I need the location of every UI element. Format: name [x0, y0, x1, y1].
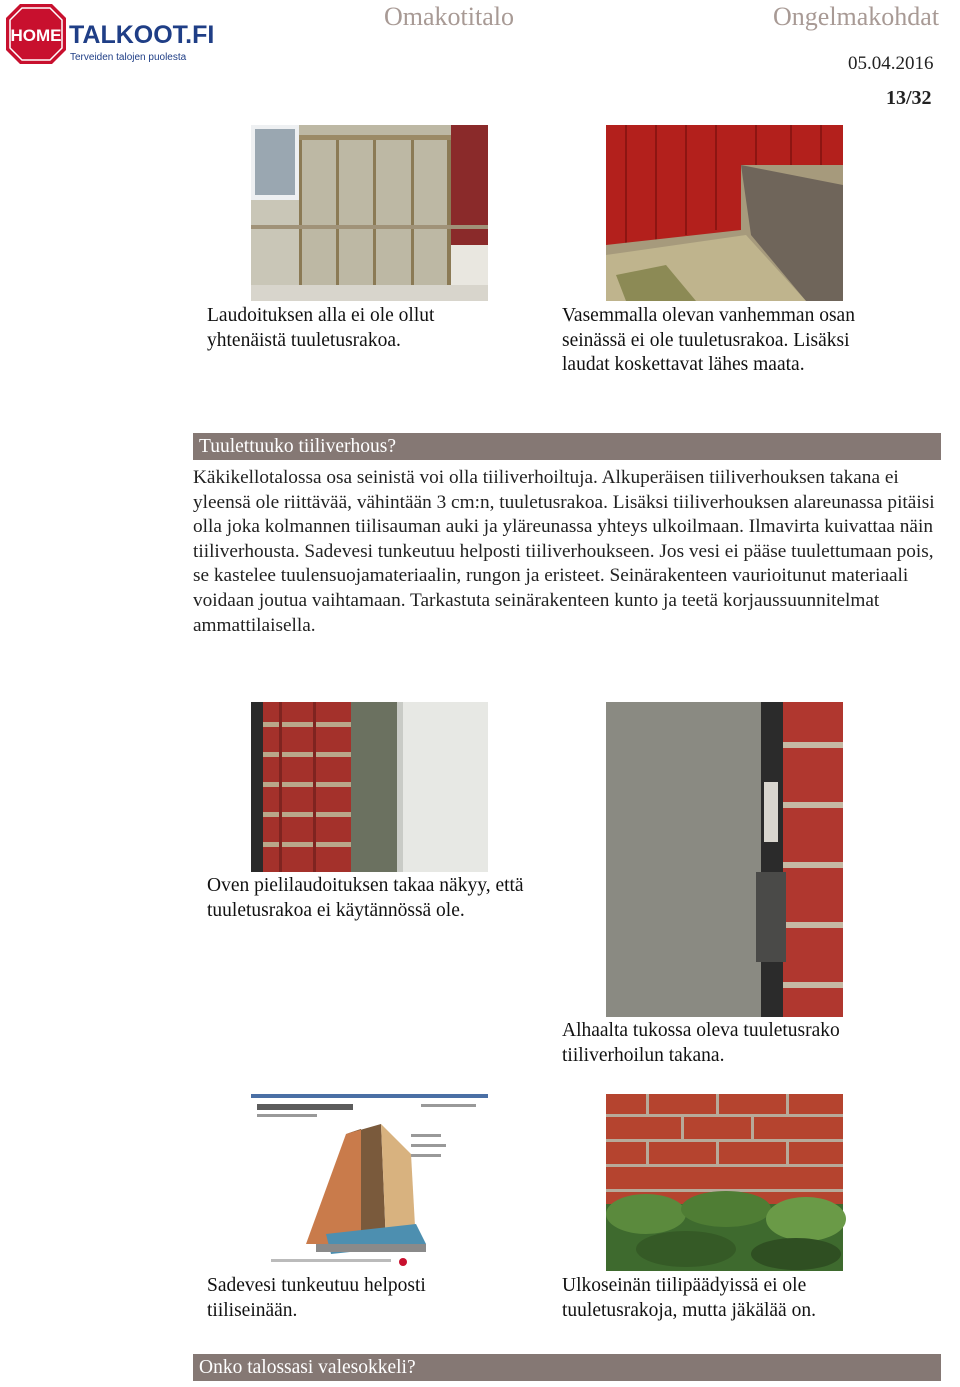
caption-brick-wall-structure: Sadevesi tunkeutuu helposti tiiliseinään. [207, 1275, 426, 1321]
logo-word-talkoot: TALKOOT.FI [69, 21, 215, 49]
document-date: 05.04.2016 [848, 53, 934, 74]
section-heading-valesokkeli: Onko talossasi valesokkeli? [193, 1354, 941, 1381]
diagram-brick-wall-structure [251, 1094, 488, 1271]
caption-brick-wall-lichen: Ulkoseinän tiilipäädyissä ei ole tuuletusrakoja, mutta jäkälää on. [562, 1275, 816, 1321]
photo-red-wall-ground [606, 125, 843, 301]
logo-word-home: HOME [10, 26, 62, 45]
section-body-tiiliverhous: Käkikellotalossa osa seinistä voi olla tiiliverhoiltuja. Alkuperäisen tiiliverhouksen takana ei yleensä ole riittävää, vähintään 3 cm:n, tuuletusrakoa. Lisäksi tiiliverhouksen alareunassa pitäisi olla joka kolmannen tiilisauman auki ja yläreunassa yhteys ulkoilmaan. Ilmavirta kuivattaa näin tiiliverhousta. Sadevesi tunkeutuu helposti tiiliverhoukseen. Jos vesi ei pääse tuulettumaan pois, se kastelee tuulensuojamateriaalin, rungon ja eristeet. Seinärakenteen vaurioitunut materiaali voidaan joutua vaihtamaan. Tarkastuta seinärakenteen kunto ja teetä korjaussuunnitelmat ammattilaisella. [193, 467, 935, 636]
page-number: 13/32 [886, 87, 932, 109]
header-title-ongelmakohdat: Ongelmakohdat [773, 2, 940, 31]
caption-door-frame-brick: Oven pielilaudoituksen takaa näkyy, että tuuletusrakoa ei käytännössä ole. [207, 875, 524, 921]
photo-brick-wall-lichen [606, 1094, 843, 1271]
caption-blocked-gap-brick: Alhaalta tukossa oleva tuuletusrako tiiliverhoilun takana. [562, 1020, 840, 1066]
hometalkoot-logo[interactable] [6, 2, 215, 68]
photo-door-frame-brick [251, 702, 488, 872]
section-heading-tiiliverhous: Tuulettuuko tiiliverhous? [193, 433, 941, 460]
header-title-omakotitalo: Omakotitalo [384, 2, 514, 31]
photo-facade-battens [251, 125, 488, 301]
caption-facade-battens: Laudoituksen alla ei ole ollut yhtenäistä tuuletusrakoa. [207, 305, 435, 351]
logo-tagline: Terveiden talojen puolesta [70, 52, 187, 63]
photo-blocked-gap-brick [606, 702, 843, 1017]
caption-red-wall-ground: Vasemmalla olevan vanhemman osan seinässä ei ole tuuletusrakoa. Lisäksi laudat koskettavat lähes maata. [562, 305, 855, 375]
